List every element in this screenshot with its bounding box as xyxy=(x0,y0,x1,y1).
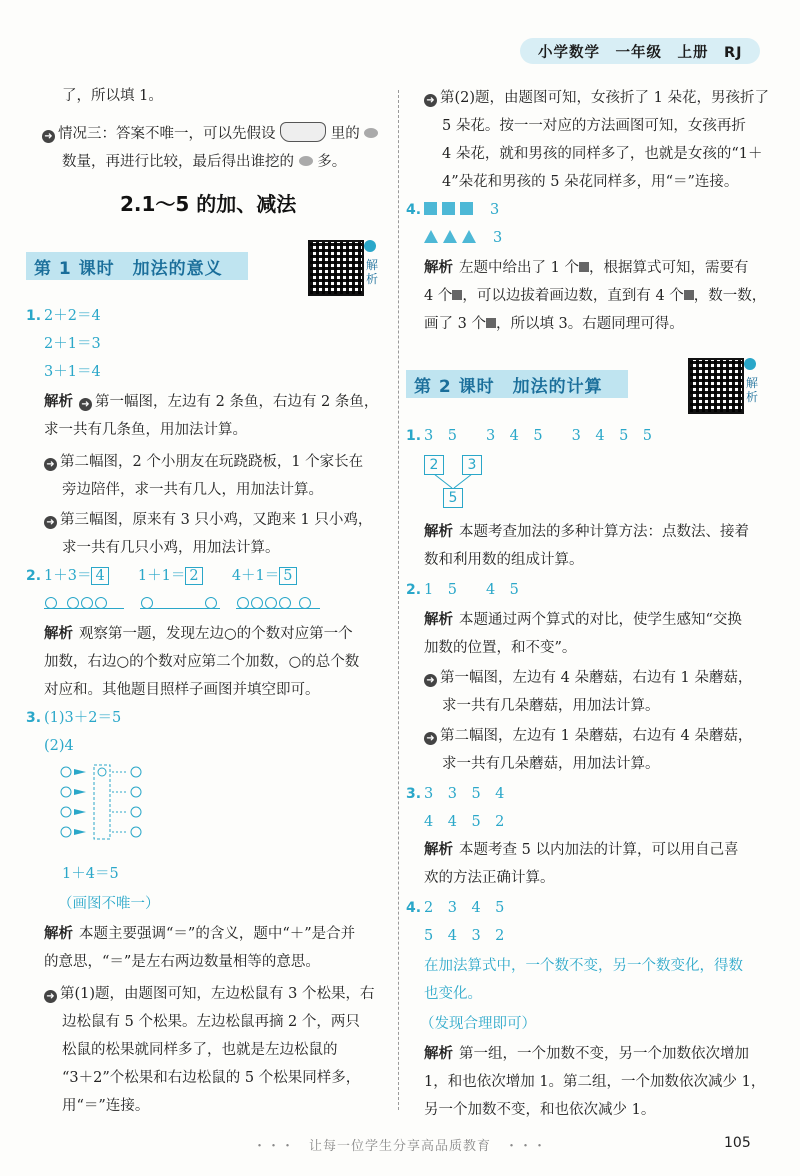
lesson-title: 第 2 课时 加法的计算 xyxy=(414,377,603,397)
qr-code[interactable] xyxy=(688,358,744,414)
circle-group xyxy=(236,594,320,609)
circle-group xyxy=(140,594,220,609)
explanation-line: 加数，右边○的个数对应第二个加数，○的总个数 xyxy=(44,654,360,670)
question-number: 1. xyxy=(406,428,422,444)
explanation-line: ➜ 第二幅图，2 个小朋友在玩跷跷板，1 个家长在 xyxy=(44,452,363,472)
answer: 2 3 4 5 xyxy=(424,900,505,916)
qr-label: 解析 xyxy=(746,376,759,404)
lesson-title: 第 1 课时 加法的意义 xyxy=(34,259,223,279)
answer: 1 5 4 5 xyxy=(424,582,519,598)
explanation-line: 解析 本题考查加法的多种计算方法：点数法、接着 xyxy=(424,524,749,540)
answer-box: 4 xyxy=(91,567,108,585)
answer: 3 5 3 4 5 3 4 5 5 xyxy=(424,428,653,444)
explanation-line: 5 朵花。按一一对应的方法画图可知，女孩再折 xyxy=(442,118,746,134)
question-number: 1. xyxy=(26,308,42,324)
explanation-line: 数和利用数的组成计算。 xyxy=(424,552,584,568)
explanation-line: 另一个加数不变，和也依次减少 1。 xyxy=(424,1102,656,1118)
basket-image xyxy=(280,122,326,142)
answer: 3＋1＝4 xyxy=(44,364,101,380)
stone-image xyxy=(299,156,313,166)
qr-label: 解析 xyxy=(366,258,379,286)
section-title: 2.1～5 的加、减法 xyxy=(120,192,297,216)
explanation-line: 解析 左题中给出了 1 个 ，根据算式可知，需要有 xyxy=(424,260,749,276)
explanation-line: ➜ 第(1)题，由题图可知，左边松鼠有 3 个松果，右 xyxy=(44,984,374,1004)
question-number: 2. xyxy=(26,568,42,584)
arrow-icon: ➜ xyxy=(424,94,437,107)
arrow-icon: ➜ xyxy=(79,398,92,411)
explanation-line: 4”朵花和男孩的 5 朵花同样多，用“＝”连接。 xyxy=(442,174,739,190)
explanation-line: 加数的位置，和不变”。 xyxy=(424,640,577,656)
header-label: 小学数学 一年级 上册 RJ xyxy=(538,45,743,61)
explanation-line: 边松鼠有 5 个松果。左边松鼠再摘 2 个，两只 xyxy=(62,1014,360,1030)
explanation-line: ➜ 第二幅图，左边有 1 朵蘑菇，右边有 4 朵蘑菇， xyxy=(424,726,752,746)
explanation-line: 求一共有几只小鸡，用加法计算。 xyxy=(62,540,280,556)
tree-box: 3 xyxy=(462,455,482,475)
explanation-line: 解析 本题主要强调“＝”的含义，题中“＋”是合并 xyxy=(44,926,356,942)
case3-line-2: 数量，再进行比较，最后得出谁挖的 多。 xyxy=(62,154,347,170)
arrow-icon: ➜ xyxy=(424,732,437,745)
explanation-line: “3＋2”个松果和右边松鼠的 5 个松果同样多， xyxy=(62,1070,361,1086)
answer-box: 2 xyxy=(185,567,202,585)
matching-diagram xyxy=(58,762,148,842)
question-number: 3. xyxy=(26,710,42,726)
arrow-icon: ➜ xyxy=(44,516,57,529)
explanation-line: 的意思，“＝”是左右两边数量相等的意思。 xyxy=(44,954,320,970)
answer: 5 4 3 2 xyxy=(424,928,505,944)
play-icon xyxy=(744,358,756,370)
explanation-line: 求一共有几朵蘑菇，用加法计算。 xyxy=(442,756,660,772)
column-divider xyxy=(398,90,400,1110)
explanation-line: 对应和。其他题目照样子画图并填空即可。 xyxy=(44,682,320,698)
arrow-icon: ➜ xyxy=(424,674,437,687)
case3-line: ➜ 情况三：答案不唯一，可以先假设 里的 xyxy=(42,122,378,144)
circle-group xyxy=(44,594,124,609)
explanation-line: 4 个 ，可以边拔着画边数，直到有 4 个 ，数一数， xyxy=(424,288,767,304)
answer-note: （发现合理即可） xyxy=(420,1016,536,1032)
explanation-line: 欢的方法正确计算。 xyxy=(424,870,555,886)
answer: (2)4 xyxy=(44,738,74,754)
tree-box: 5 xyxy=(443,488,463,508)
explanation-line: 画了 3 个 ，所以填 3。右题同理可得。 xyxy=(424,316,684,332)
arrow-icon: ➜ xyxy=(44,990,57,1003)
question-number: 2. xyxy=(406,582,422,598)
answer: 2＋1＝3 xyxy=(44,336,101,352)
play-icon xyxy=(364,240,376,252)
answer: 3 xyxy=(424,200,499,220)
explanation-line: 用“＝”连接。 xyxy=(62,1098,150,1114)
question-number: 3. xyxy=(406,786,422,802)
footer-slogan: ・・・ 让每一位学生分享高品质教育 ・・・ xyxy=(252,1139,547,1154)
arrow-icon: ➜ xyxy=(44,458,57,471)
explanation-line: 松鼠的松果就同样多了，也就是左边松鼠的 xyxy=(62,1042,338,1058)
answer-text: 在加法算式中，一个数不变，另一个数变化，得数 xyxy=(424,958,743,974)
explanation-line: 求一共有几朵蘑菇，用加法计算。 xyxy=(442,698,660,714)
explanation-line: 4 朵花，就和男孩的同样多了，也就是女孩的“1＋ xyxy=(442,146,763,162)
stone-image xyxy=(364,128,378,138)
explanation-line: 解析 第一组，一个加数不变，另一个加数依次增加 xyxy=(424,1046,749,1062)
explanation-line: ➜ 第三幅图，原来有 3 只小鸡，又跑来 1 只小鸡， xyxy=(44,510,372,530)
answer-text: 也变化。 xyxy=(424,986,482,1002)
answer: 3 3 5 4 xyxy=(424,786,505,802)
answer: 1＋4＝5 xyxy=(62,866,119,882)
answer-box: 5 xyxy=(279,567,296,585)
explanation-line: ➜ 第一幅图，左边有 4 朵蘑菇，右边有 1 朵蘑菇， xyxy=(424,668,752,688)
explanation-line: 旁边陪伴，求一共有几人，用加法计算。 xyxy=(62,482,323,498)
page-number: 105 xyxy=(724,1135,751,1151)
tree-lines xyxy=(424,474,484,490)
question-number: 4. xyxy=(406,202,422,218)
q2-equations: 1＋3＝ 4 1＋1＝ 2 4＋1＝ 5 xyxy=(44,566,297,586)
qr-code[interactable] xyxy=(308,240,364,296)
explanation-line: 解析 ➜ 第一幅图，左边有 2 条鱼，右边有 2 条鱼， xyxy=(44,394,379,410)
explanation-line: 解析 本题通过两个算式的对比，使学生感知“交换 xyxy=(424,612,742,628)
tree-box: 2 xyxy=(424,455,444,475)
explanation-line: 解析 观察第一题，发现左边○的个数对应第一个 xyxy=(44,626,353,642)
answer: 4 4 5 2 xyxy=(424,814,505,830)
question-number: 4. xyxy=(406,900,422,916)
arrow-icon: ➜ xyxy=(42,130,55,143)
answer: 2＋2＝4 xyxy=(44,308,101,324)
left-text-line: 了，所以填 1。 xyxy=(62,88,163,104)
explanation-line: 求一共有几条鱼，用加法计算。 xyxy=(44,422,247,438)
answer: (1)3＋2＝5 xyxy=(44,710,122,726)
explanation-line: 1，和也依次增加 1。第二组，一个加数依次减少 1， xyxy=(424,1074,766,1090)
answer: 3 xyxy=(424,228,502,248)
explanation-line: 解析 本题考查 5 以内加法的计算，可以用自己喜 xyxy=(424,842,739,858)
explanation-line: ➜ 第(2)题，由题图可知，女孩折了 1 朵花，男孩折了 xyxy=(424,88,769,108)
answer-note: （画图不唯一） xyxy=(58,896,160,912)
